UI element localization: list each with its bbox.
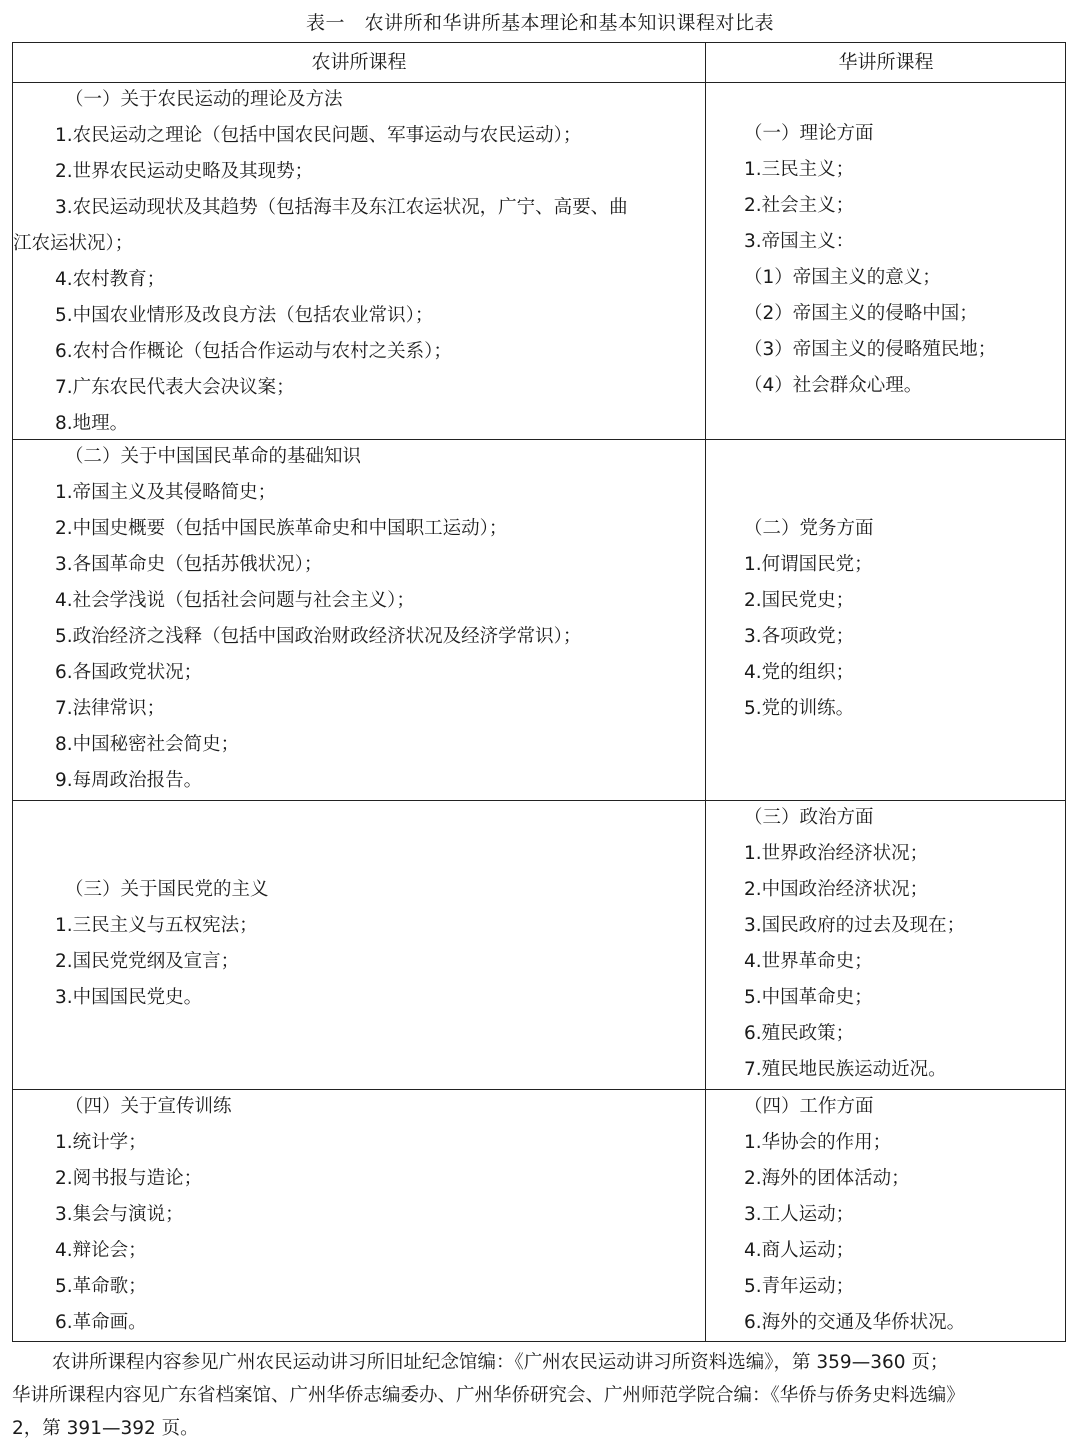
list-item: 7.广东农民代表大会决议案； xyxy=(55,377,295,398)
list-item: 4.社会学浅说（包括社会问题与社会主义）； xyxy=(55,590,415,611)
footnote-line: 农讲所课程内容参见广州农民运动讲习所旧址纪念馆编：《广州农民运动讲习所资料选编》，第 359—360 页； xyxy=(52,1352,949,1373)
list-item: 2.中国政治经济状况； xyxy=(744,879,929,900)
list-item: 6.农村合作概论（包括合作运动与农村之关系）； xyxy=(55,341,452,362)
list-item-continuation: 江农运状况）； xyxy=(13,233,134,254)
list-item: 5.政治经济之浅释（包括中国政治财政经济状况及经济学常识）； xyxy=(55,626,582,647)
footnote-line: 2，第 391—392 页。 xyxy=(12,1418,199,1439)
list-item: （4）社会群众心理。 xyxy=(744,375,923,396)
section-heading: （三）关于国民党的主义 xyxy=(65,879,269,900)
list-item: 7.殖民地民族运动近况。 xyxy=(744,1059,947,1080)
list-item: 4.农村教育； xyxy=(55,269,166,290)
list-item: 5.青年运动； xyxy=(744,1276,855,1297)
list-item: 3.各项政党； xyxy=(744,626,855,647)
list-item: 8.中国秘密社会简史； xyxy=(55,734,240,755)
footnote-line: 华讲所课程内容见广东省档案馆、广州华侨志编委办、广州华侨研究会、广州师范学院合编：《华侨与侨务史料选编》 xyxy=(12,1385,965,1406)
list-item: 5.革命歌； xyxy=(55,1276,147,1297)
row-2-left-cell xyxy=(13,439,703,799)
list-item: 6.各国政党状况； xyxy=(55,662,203,683)
list-item: 4.商人运动； xyxy=(744,1240,855,1261)
list-item: 1.帝国主义及其侵略简史； xyxy=(55,482,277,503)
list-item: 6.殖民政策； xyxy=(744,1023,855,1044)
comparison-table xyxy=(12,42,1066,1342)
list-item: 5.中国革命史； xyxy=(744,987,873,1008)
list-item: 1.何谓国民党； xyxy=(744,554,873,575)
section-heading: （三）政治方面 xyxy=(744,807,874,828)
section-heading: （四）关于宣传训练 xyxy=(65,1096,232,1117)
list-item: 9.每周政治报告。 xyxy=(55,770,203,791)
list-item: 2.社会主义； xyxy=(744,195,855,216)
list-item: 2.国民党党纲及宣言； xyxy=(55,951,240,972)
list-item: 3.集会与演说； xyxy=(55,1204,184,1225)
list-item: 4.辩论会； xyxy=(55,1240,147,1261)
list-item: 4.党的组织； xyxy=(744,662,855,683)
list-item: 1.三民主义； xyxy=(744,159,855,180)
list-item: （3）帝国主义的侵略殖民地； xyxy=(744,339,997,360)
list-item: 2.国民党史； xyxy=(744,590,855,611)
list-item: 3.各国革命史（包括苏俄状况）； xyxy=(55,554,323,575)
list-item: （1）帝国主义的意义； xyxy=(744,267,941,288)
list-item: 2.中国史概要（包括中国民族革命史和中国职工运动）； xyxy=(55,518,508,539)
list-item: 4.世界革命史； xyxy=(744,951,873,972)
section-heading: （二）党务方面 xyxy=(744,518,874,539)
row-1-left-cell xyxy=(13,82,703,442)
list-item: 3.帝国主义： xyxy=(744,231,855,252)
row-3-left-cell xyxy=(13,872,703,1016)
row-3-right-cell xyxy=(706,800,1066,1088)
list-item: 7.法律常识； xyxy=(55,698,166,719)
list-item: 3.农民运动现状及其趋势（包括海丰及东江农运状况，广宁、高要、曲 xyxy=(55,197,628,218)
list-item: 1.华协会的作用； xyxy=(744,1132,892,1153)
section-heading: （一）理论方面 xyxy=(744,123,874,144)
row-2-right-cell xyxy=(706,511,1066,727)
list-item: 2.阅书报与造论； xyxy=(55,1168,203,1189)
list-item: 5.党的训练。 xyxy=(744,698,855,719)
table-title: 表一 农讲所和华讲所基本理论和基本知识课程对比表 xyxy=(305,12,774,34)
list-item: 3.中国国民党史。 xyxy=(55,987,203,1008)
list-item: 1.农民运动之理论（包括中国农民问题、军事运动与农民运动）； xyxy=(55,125,582,146)
list-item: 2.海外的团体活动； xyxy=(744,1168,910,1189)
list-item: 8.地理。 xyxy=(55,413,129,434)
list-item: （2）帝国主义的侵略中国； xyxy=(744,303,978,324)
section-heading: （四）工作方面 xyxy=(744,1096,874,1117)
list-item: 2.世界农民运动史略及其现势； xyxy=(55,161,314,182)
list-item: 5.中国农业情形及改良方法（包括农业常识）； xyxy=(55,305,434,326)
section-heading: （二）关于中国国民革命的基础知识 xyxy=(65,446,362,467)
row-1-right-cell xyxy=(706,116,1066,404)
list-item: 6.革命画。 xyxy=(55,1312,147,1333)
list-item: 1.统计学； xyxy=(55,1132,147,1153)
list-item: 6.海外的交通及华侨状况。 xyxy=(744,1312,966,1333)
list-item: 1.世界政治经济状况； xyxy=(744,843,929,864)
row-4-left-cell xyxy=(13,1089,703,1341)
header-left: 农讲所课程 xyxy=(311,51,407,73)
section-heading: （一）关于农民运动的理论及方法 xyxy=(65,89,343,110)
list-item: 3.工人运动； xyxy=(744,1204,855,1225)
header-right: 华讲所课程 xyxy=(838,51,934,73)
row-4-right-cell xyxy=(706,1089,1066,1341)
list-item: 1.三民主义与五权宪法； xyxy=(55,915,258,936)
list-item: 3.国民政府的过去及现在； xyxy=(744,915,966,936)
